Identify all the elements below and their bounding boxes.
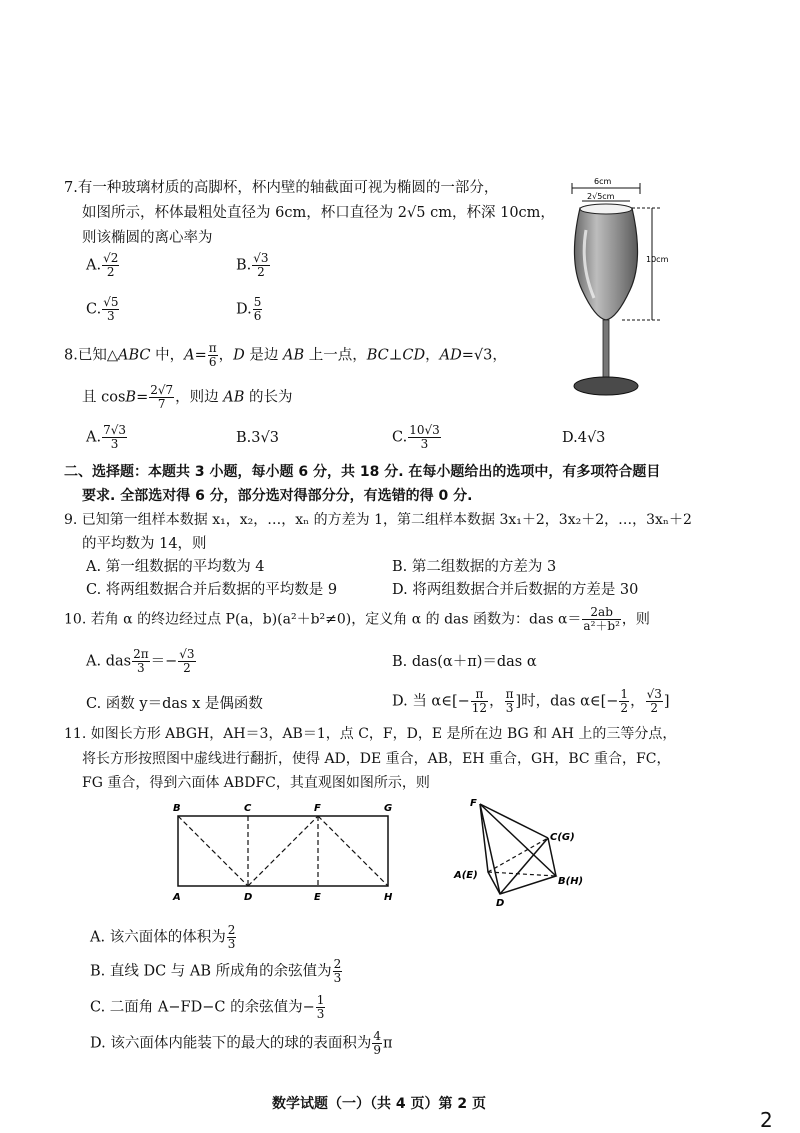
q7-option-d: D. $\frac{5}{6}$	[236, 295, 262, 323]
section2-line2: 要求. 全部选对得 6 分，部分选对得部分分，有选错的得 0 分.	[82, 488, 473, 504]
q7-line3: 则该椭圆的离心率为	[82, 230, 213, 246]
hexahedron-figure	[440, 790, 600, 910]
q7-option-c: C. $\frac{√5}{3}$	[86, 295, 119, 323]
svg-text:C: C	[244, 803, 252, 814]
glass-mouth-label: 2√5cm	[587, 192, 615, 201]
q10-option-b: B. das(α＋π)＝das α	[392, 654, 537, 670]
q9-line2: 的平均数为 14，则	[82, 536, 207, 552]
svg-text:D: D	[244, 892, 253, 903]
wine-glass-figure	[560, 170, 680, 405]
glass-stem	[603, 320, 609, 378]
q10-option-a: A. das $\frac{2\pi}{3}$ ＝− $\frac{√3}{2}$	[86, 647, 195, 675]
q11-option-c: C. 二面角 A−FD−C 的余弦值为− $\frac{1}{3}$	[90, 993, 325, 1021]
q7-option-b: B. $\frac{√3}{2}$	[236, 251, 269, 279]
q9-option-b: B. 第二组数据的方差为 3	[392, 559, 557, 575]
svg-text:A(E): A(E)	[454, 870, 478, 881]
glass-base	[574, 377, 638, 395]
q8-option-b: B.3√3	[236, 430, 279, 446]
q11-option-b: B. 直线 DC 与 AB 所成角的余弦值为 $\frac{2}{3}$	[90, 957, 342, 985]
glass-depth-label: 10cm	[646, 255, 669, 264]
q11-line3: FG 重合，得到六面体 ABDFC，其直观图如图所示，则	[82, 775, 430, 791]
svg-text:E: E	[314, 892, 321, 903]
q11-option-d: D. 该六面体内能装下的最大的球的表面积为 $\frac{4}{9}$ π	[90, 1029, 393, 1057]
q11-line2: 将长方形按照图中虚线进行翻折，使得 AD，DE 重合，AB，EH 重合，GH，BC 重合，FC，	[82, 751, 671, 767]
glass-width-label: 6cm	[594, 177, 612, 186]
page-footer: 数学试题（一）（共 4 页）第 2 页	[272, 1096, 486, 1112]
svg-text:H: H	[384, 892, 393, 903]
svg-text:F: F	[314, 803, 321, 814]
svg-text:D: D	[496, 898, 505, 909]
q8-option-d: D.4√3	[562, 430, 606, 446]
q8-option-c: C. $\frac{10√3}{3}$	[392, 423, 440, 451]
q11-option-a: A. 该六面体的体积为 $\frac{2}{3}$	[90, 923, 236, 951]
q10-option-c: C. 函数 y＝das x 是偶函数	[86, 696, 263, 712]
q9-option-a: A. 第一组数据的平均数为 4	[86, 559, 265, 575]
svg-text:A: A	[173, 892, 181, 903]
svg-text:B: B	[173, 803, 181, 814]
q11-line1: 11. 如图长方形 ABGH，AH＝3，AB＝1，点 C，F，D，E 是所在边 BG 和 AH 上的三等分点，	[64, 726, 677, 742]
q8-line1: 8.已知△ABC 中，A= $\frac{\pi}{6}$ ，D 是边 AB 上一点，BC⊥CD，AD=√3，	[64, 341, 507, 369]
svg-text:G: G	[384, 803, 393, 814]
page-number: 2	[760, 1108, 773, 1132]
q7-line1: 7.有一种玻璃材质的高脚杯，杯内壁的轴截面可视为椭圆的一部分，	[64, 180, 499, 196]
q9-option-d: D. 将两组数据合并后数据的方差是 30	[392, 582, 639, 598]
q8-option-a: A. $\frac{7√3}{3}$	[86, 423, 127, 451]
rectangle-fold-figure	[168, 798, 408, 908]
q7-option-a: A. $\frac{√2}{2}$	[86, 251, 119, 279]
q10-option-d: D. 当 α∈[− $\frac{\pi}{12}$ ， $\frac{\pi}{3}$ ]时，das α∈[− $\frac{1}{2}$ ， $\frac{√3}{2}$ ]	[392, 687, 670, 715]
q8-line2: 且 cosB= $\frac{2√7}{7}$ ，则边 AB 的长为	[82, 383, 293, 411]
q9-option-c: C. 将两组数据合并后数据的平均数是 9	[86, 582, 338, 598]
svg-text:B(H): B(H)	[558, 876, 584, 887]
q10-line1: 10. 若角 α 的终边经过点 P(a，b)(a²＋b²≠0)，定义角 α 的 das 函数为：das α＝ $\frac{2ab}{\text{a²＋b²}}$ ，则	[64, 605, 650, 633]
svg-text:F: F	[470, 798, 477, 809]
q9-line1: 9. 已知第一组样本数据 x₁，x₂，…，xₙ 的方差为 1，第二组样本数据 3x₁＋2，3x₂＋2，…，3xₙ＋2	[64, 512, 692, 528]
q7-line2: 如图所示，杯体最粗处直径为 6cm，杯口直径为 2√5 cm，杯深 10cm，	[82, 205, 555, 221]
section2-line1: 二、选择题：本题共 3 小题，每小题 6 分，共 18 分. 在每小题给出的选项中，有多项符合题目	[64, 464, 661, 480]
svg-text:C(G): C(G)	[550, 832, 575, 843]
